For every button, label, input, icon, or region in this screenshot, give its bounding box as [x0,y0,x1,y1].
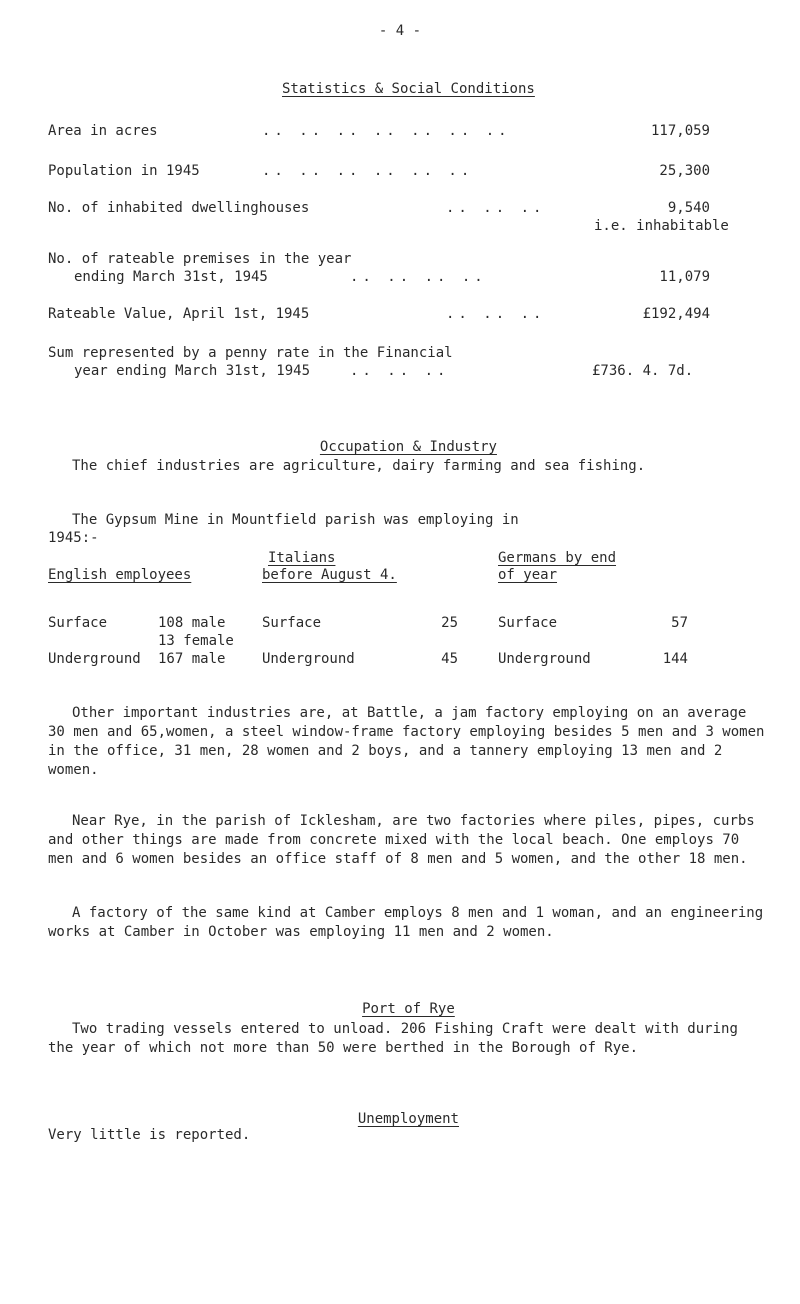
column-header-english: English employees [48,567,192,583]
stat-value: 25,300 [659,163,710,179]
table-row-value: 144 [662,651,688,667]
table-row-value: 25 [441,615,458,631]
paragraph-rye-factories: Near Rye, in the parish of Icklesham, are two factories where piles, pipes, curbs and other things are made from concrete mixed with the local beach. One employs 70 men and 6 women besides an office staff of 8 men and 5 women, and the other 18 men. [48,813,755,867]
table-row-value: 57 [671,615,688,631]
stat-label-cont: year ending March 31st, 1945 [74,363,311,379]
paragraph-battle: Other important industries are, at Battle, a jam factory employing on an average 30 men and 65,women, a steel window-frame factory employing besides 5 men and 3 women in the office, 31 men, 28 women and 2 boys, and a tannery employing 13 men and 2 women. [48,705,765,778]
stat-label: Area in acres [48,123,158,139]
stat-dots: .. .. .. .. .. .. .. [262,123,511,139]
table-row-value: 45 [441,651,458,667]
stat-note: i.e. inhabitable [594,218,729,234]
stat-dots: .. .. .. [350,363,450,379]
stat-label-cont: ending March 31st, 1945 [74,269,268,285]
paragraph-camber: A factory of the same kind at Camber employs 8 men and 1 woman, and an engineering works at Camber in October was employing 11 men and 2 women. [48,905,764,940]
unemployment-text: Very little is reported. [48,1127,251,1143]
table-row-label: Surface [498,615,558,631]
stat-label: Rateable Value, April 1st, 1945 [48,306,310,322]
stat-value: 11,079 [659,269,710,285]
stat-dots: .. .. .. [446,306,546,322]
stat-value: 9,540 [667,200,710,216]
table-row-label: Underground [498,651,591,667]
stat-dots: .. .. .. .. .. .. [262,163,474,179]
stat-label: Sum represented by a penny rate in the Financial [48,345,453,361]
column-header-italians-note: before August 4. [262,567,397,583]
occupation-heading: Occupation & Industry [319,439,497,455]
occupation-intro: The chief industries are agriculture, dairy farming and sea fishing. [72,458,646,474]
unemployment-heading: Unemployment [357,1111,459,1127]
table-row-value: 13 female [158,633,234,649]
stat-dots: .. .. .. .. [350,269,487,285]
page-number: - 4 - [378,23,422,39]
stat-value: £736. 4. 7d. [592,363,694,379]
table-row-value: 167 male [158,651,226,667]
table-row-value: 108 male [158,615,226,631]
stat-value: £192,494 [642,306,710,322]
table-row-label: Surface [262,615,322,631]
column-header-germans-note: of year [498,567,558,583]
column-header-germans: Germans by end [498,550,617,566]
stat-value: 117,059 [650,123,710,139]
stat-label: Population in 1945 [48,163,200,179]
table-row-label: Underground [262,651,355,667]
statistics-heading: Statistics & Social Conditions [281,81,535,97]
stat-dots: .. .. .. [446,200,546,216]
gypsum-intro: The Gypsum Mine in Mountfield parish was employing in [72,512,519,528]
port-heading: Port of Rye [362,1001,455,1017]
table-row-label: Underground [48,651,141,667]
table-row-label: Surface [48,615,108,631]
stat-label: No. of inhabited dwellinghouses [48,200,310,216]
port-text: Two trading vessels entered to unload. 206 Fishing Craft were dealt with during the year of which not more than 50 were berthed in the Borough of Rye. [48,1021,738,1056]
stat-label: No. of rateable premises in the year [48,251,352,267]
gypsum-intro-year: 1945:- [48,530,99,546]
column-header-italians: Italians [268,550,336,566]
